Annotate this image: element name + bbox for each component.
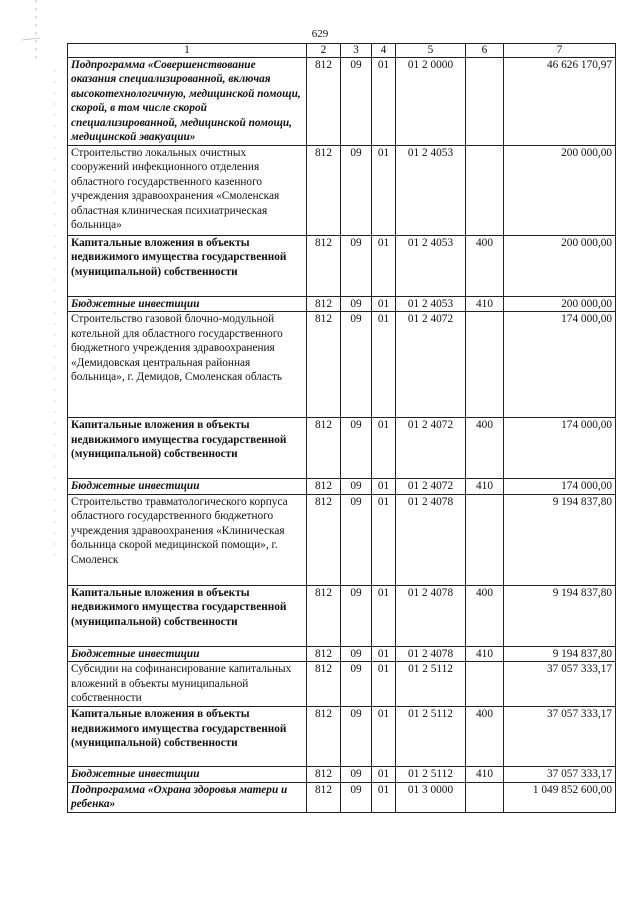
- header-row: [68, 44, 616, 58]
- table-row: [68, 58, 616, 146]
- row-ministry-code: 812: [307, 494, 341, 585]
- row-section-code: 09: [341, 782, 372, 812]
- row-section-code: 09: [341, 236, 372, 297]
- row-target-code: 01 2 4072: [396, 312, 466, 418]
- row-subsection-code: 01: [372, 297, 396, 312]
- row-target-code: 01 2 4078: [396, 646, 466, 661]
- row-expense-type: 410: [466, 479, 504, 494]
- header-col-2: 2: [307, 44, 341, 58]
- budget-table: [67, 43, 616, 813]
- header-col-7: 7: [504, 44, 616, 58]
- row-ministry-code: 812: [307, 585, 341, 646]
- row-ministry-code: 812: [307, 646, 341, 661]
- row-section-code: 09: [341, 146, 372, 236]
- row-target-code: 01 2 5112: [396, 707, 466, 767]
- row-name: Подпрограмма «Совершенствование оказания специализированной, включая высокотехнологичную, медицинской помощи, скорой, в том числе скорой специализированной, медицинской помощи, медицинской эвакуации»: [68, 58, 307, 146]
- row-target-code: 01 2 4078: [396, 585, 466, 646]
- row-ministry-code: 812: [307, 479, 341, 494]
- row-ministry-code: 812: [307, 236, 341, 297]
- row-expense-type: [466, 58, 504, 146]
- row-name: Субсидии на софинансирование капитальных вложений в объекты муниципальной собственности: [68, 662, 307, 707]
- row-ministry-code: 812: [307, 662, 341, 707]
- row-name: Бюджетные инвестиции: [68, 767, 307, 782]
- row-target-code: 01 2 4072: [396, 479, 466, 494]
- row-target-code: 01 2 4053: [396, 146, 466, 236]
- table-row: [68, 707, 616, 767]
- row-expense-type: 400: [466, 418, 504, 479]
- row-name: Капитальные вложения в объекты недвижимого имущества государственной (муниципальной) собственности: [68, 585, 307, 646]
- table-row: [68, 146, 616, 236]
- table-row: [68, 646, 616, 661]
- table-row: [68, 418, 616, 479]
- row-expense-type: [466, 494, 504, 585]
- row-expense-type: 410: [466, 646, 504, 661]
- row-ministry-code: 812: [307, 297, 341, 312]
- row-expense-type: [466, 312, 504, 418]
- row-section-code: 09: [341, 585, 372, 646]
- row-section-code: 09: [341, 662, 372, 707]
- header-col-1: 1: [68, 44, 307, 58]
- row-amount: 174 000,00: [504, 479, 616, 494]
- row-target-code: 01 2 4053: [396, 297, 466, 312]
- row-expense-type: 410: [466, 297, 504, 312]
- row-subsection-code: 01: [372, 646, 396, 661]
- row-expense-type: [466, 782, 504, 812]
- row-amount: 200 000,00: [504, 236, 616, 297]
- row-amount: 9 194 837,80: [504, 585, 616, 646]
- row-expense-type: 400: [466, 707, 504, 767]
- row-ministry-code: 812: [307, 707, 341, 767]
- table-row: [68, 782, 616, 812]
- row-subsection-code: 01: [372, 479, 396, 494]
- row-name: Строительство локальных очистных сооружений инфекционного отделения областного государственного казенного учреждения здравоохранения «Смоленская областная клиническая психиатрическая больница»: [68, 146, 307, 236]
- row-section-code: 09: [341, 646, 372, 661]
- row-expense-type: 400: [466, 236, 504, 297]
- row-section-code: 09: [341, 707, 372, 767]
- row-name: Капитальные вложения в объекты недвижимого имущества государственной (муниципальной) собственности: [68, 236, 307, 297]
- row-amount: 37 057 333,17: [504, 707, 616, 767]
- row-ministry-code: 812: [307, 312, 341, 418]
- row-subsection-code: 01: [372, 494, 396, 585]
- row-ministry-code: 812: [307, 782, 341, 812]
- row-amount: 37 057 333,17: [504, 767, 616, 782]
- row-amount: 200 000,00: [504, 146, 616, 236]
- row-amount: 9 194 837,80: [504, 494, 616, 585]
- row-amount: 174 000,00: [504, 418, 616, 479]
- row-name: Бюджетные инвестиции: [68, 479, 307, 494]
- table-row: [68, 479, 616, 494]
- table-row: [68, 297, 616, 312]
- row-subsection-code: 01: [372, 418, 396, 479]
- row-target-code: 01 2 5112: [396, 767, 466, 782]
- row-expense-type: [466, 662, 504, 707]
- row-expense-type: 410: [466, 767, 504, 782]
- row-name: Капитальные вложения в объекты недвижимого имущества государственной (муниципальной) собственности: [68, 418, 307, 479]
- row-target-code: 01 2 4078: [396, 494, 466, 585]
- header-col-4: 4: [372, 44, 396, 58]
- row-amount: 37 057 333,17: [504, 662, 616, 707]
- row-name: Капитальные вложения в объекты недвижимого имущества государственной (муниципальной) собственности: [68, 707, 307, 767]
- row-subsection-code: 01: [372, 312, 396, 418]
- row-name: Подпрограмма «Охрана здоровья матери и ребенка»: [68, 782, 307, 812]
- row-section-code: 09: [341, 418, 372, 479]
- table-row: [68, 236, 616, 297]
- row-subsection-code: 01: [372, 662, 396, 707]
- row-ministry-code: 812: [307, 767, 341, 782]
- row-target-code: 01 2 0000: [396, 58, 466, 146]
- row-target-code: 01 2 4053: [396, 236, 466, 297]
- row-name: Строительство травматологического корпуса областного государственного бюджетного учреждения здравоохранения «Клиническая больница скорой медицинской помощи», г. Смоленск: [68, 494, 307, 585]
- row-ministry-code: 812: [307, 58, 341, 146]
- row-subsection-code: 01: [372, 707, 396, 767]
- row-target-code: 01 2 5112: [396, 662, 466, 707]
- row-section-code: 09: [341, 58, 372, 146]
- row-subsection-code: 01: [372, 236, 396, 297]
- row-name: Бюджетные инвестиции: [68, 297, 307, 312]
- table-row: [68, 312, 616, 418]
- header-col-5: 5: [396, 44, 466, 58]
- header-col-6: 6: [466, 44, 504, 58]
- table-row: [68, 767, 616, 782]
- header-col-3: 3: [341, 44, 372, 58]
- row-expense-type: [466, 146, 504, 236]
- row-expense-type: 400: [466, 585, 504, 646]
- row-name: Строительство газовой блочно-модульной котельной для областного государственного бюджетного учреждения здравоохранения «Демидовская центральная районная больница», г. Демидов, Смоленская область: [68, 312, 307, 418]
- table-row: [68, 494, 616, 585]
- row-section-code: 09: [341, 297, 372, 312]
- row-subsection-code: 01: [372, 782, 396, 812]
- row-name: Бюджетные инвестиции: [68, 646, 307, 661]
- row-ministry-code: 812: [307, 418, 341, 479]
- page-number: 629: [311, 28, 329, 40]
- row-ministry-code: 812: [307, 146, 341, 236]
- row-amount: 174 000,00: [504, 312, 616, 418]
- row-section-code: 09: [341, 494, 372, 585]
- row-section-code: 09: [341, 312, 372, 418]
- row-target-code: 01 2 4072: [396, 418, 466, 479]
- table-row: [68, 585, 616, 646]
- row-subsection-code: 01: [372, 146, 396, 236]
- row-amount: 1 049 852 600,00: [504, 782, 616, 812]
- table-row: [68, 662, 616, 707]
- row-amount: 9 194 837,80: [504, 646, 616, 661]
- row-amount: 200 000,00: [504, 297, 616, 312]
- row-amount: 46 626 170,97: [504, 58, 616, 146]
- row-subsection-code: 01: [372, 58, 396, 146]
- row-target-code: 01 3 0000: [396, 782, 466, 812]
- row-section-code: 09: [341, 767, 372, 782]
- row-subsection-code: 01: [372, 767, 396, 782]
- row-section-code: 09: [341, 479, 372, 494]
- row-subsection-code: 01: [372, 585, 396, 646]
